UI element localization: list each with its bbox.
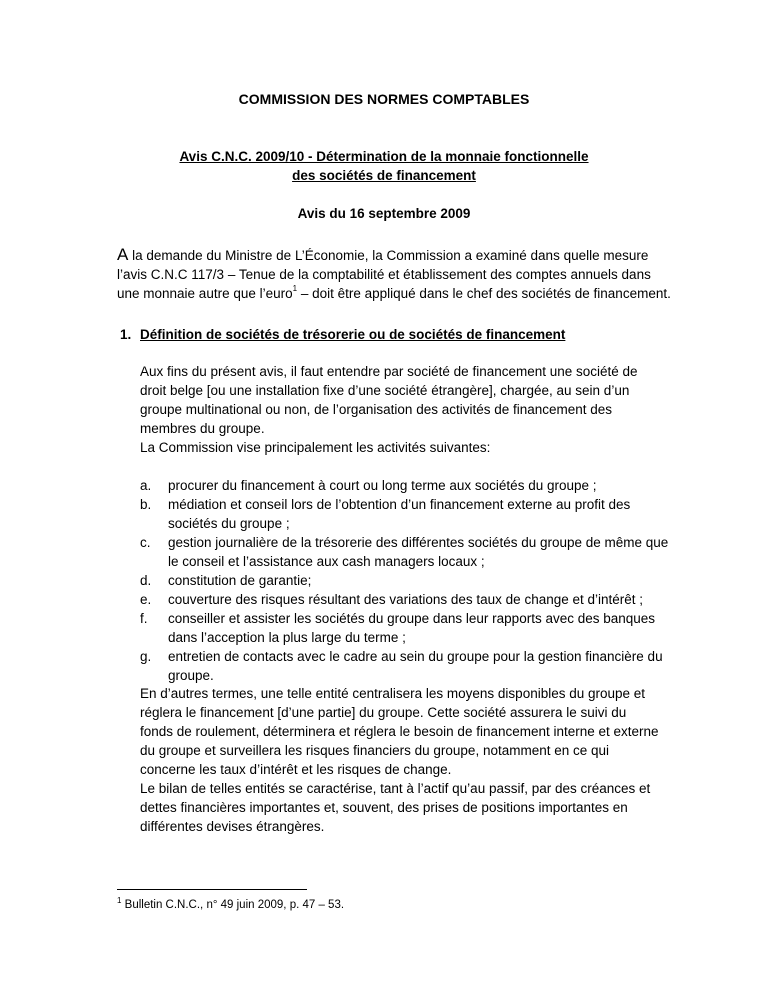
list-item-letter: f.	[140, 611, 148, 626]
avis-title-line2	[0, 166, 768, 185]
avis-title-line1	[0, 147, 768, 166]
list-item-text: gestion journalière de la trésorerie des différentes sociétés du groupe de même que le conseil et l’assistance aux cash managers locaux ;	[168, 535, 669, 569]
intro-text-end: – doit être appliqué dans le chef des sociétés de financement.	[297, 286, 671, 301]
section-paragraph-3: En d’autres termes, une telle entité centralisera les moyens disponibles du groupe et réglera le financement [d’une partie] du groupe. Cette société assurera le suivi du fonds de roulement, déterminera et réglera le besoin de financement interne et externe du groupe et surveillera les risques financiers du groupe, notamment en ce qui concerne les taux d’intérêt et les risques de change.	[140, 686, 659, 777]
activities-list	[140, 476, 670, 685]
list-item-text: entretien de contacts avec le cadre au sein du groupe pour la gestion financière du groupe.	[168, 649, 663, 683]
section-title: Définition de sociétés de trésorerie ou de sociétés de financement	[140, 327, 566, 342]
avis-date: Avis du 16 septembre 2009	[297, 206, 471, 221]
list-item	[140, 571, 670, 590]
list-item-text: procurer du financement à court ou long terme aux sociétés du groupe ;	[168, 478, 597, 493]
list-item	[140, 533, 670, 571]
section-paragraph-1: Aux fins du présent avis, il faut entendre par société de financement une société de droit belge [ou une installation fixe d’une société étrangère], chargée, au sein d’un groupe multinational ou non, de l’organisation des activités de financement des membres du groupe.	[140, 364, 638, 436]
list-item	[140, 590, 670, 609]
list-item-letter: d.	[140, 573, 152, 588]
intro-drop-letter: A	[117, 245, 129, 264]
footnote	[117, 896, 344, 915]
intro-text-middle: C.N.C 117/3 – Tenue de la comptabilité et établissement des comptes annuels dans une monnaie autre que l’euro	[117, 267, 651, 301]
intro-paragraph	[117, 245, 677, 303]
list-item-text: couverture des risques résultant des variations des taux de change et d’intérêt ;	[168, 592, 644, 607]
footnote-number: 1	[117, 896, 122, 905]
list-item	[140, 609, 670, 647]
list-item-letter: a.	[140, 478, 152, 493]
intro-text-start: la demande du Ministre de L’Économie, la Commission a examiné dans quelle mesure l’avis	[117, 248, 649, 282]
list-item-letter: g.	[140, 649, 152, 664]
list-item-text: médiation et conseil lors de l’obtention d’un financement externe au profit des sociétés du groupe ;	[168, 497, 631, 531]
list-item-text: constitution de garantie;	[168, 573, 312, 588]
list-item-letter: b.	[140, 497, 152, 512]
avis-title-text2: des sociétés de financement	[292, 168, 476, 183]
list-item	[140, 476, 670, 495]
list-item	[140, 647, 670, 685]
avis-title-text1: Avis C.N.C. 2009/10 - Détermination de la monnaie fonctionnelle	[179, 149, 589, 164]
list-item	[140, 495, 670, 533]
list-item-letter: e.	[140, 592, 152, 607]
footnote-ref[interactable]: 1	[292, 284, 298, 293]
list-item-text: conseiller et assister les sociétés du groupe dans leur rapports avec des banques dans l’acception la plus large du terme ;	[168, 611, 656, 645]
commission-title: COMMISSION DES NORMES COMPTABLES	[238, 91, 530, 107]
section-paragraph-4: Le bilan de telles entités se caractérise, tant à l’actif qu’au passif, par des créances et dettes financières importantes et, souvent, des prises de positions importantes en différentes devises étrangères.	[140, 781, 651, 834]
footnote-text: Bulletin C.N.C., n° 49 juin 2009, p. 47 – 53.	[121, 899, 345, 911]
footnote-separator	[117, 889, 307, 890]
section-number: 1.	[120, 327, 132, 342]
section-paragraph-2: La Commission vise principalement les activités suivantes:	[140, 440, 491, 455]
list-item-letter: c.	[140, 535, 151, 550]
